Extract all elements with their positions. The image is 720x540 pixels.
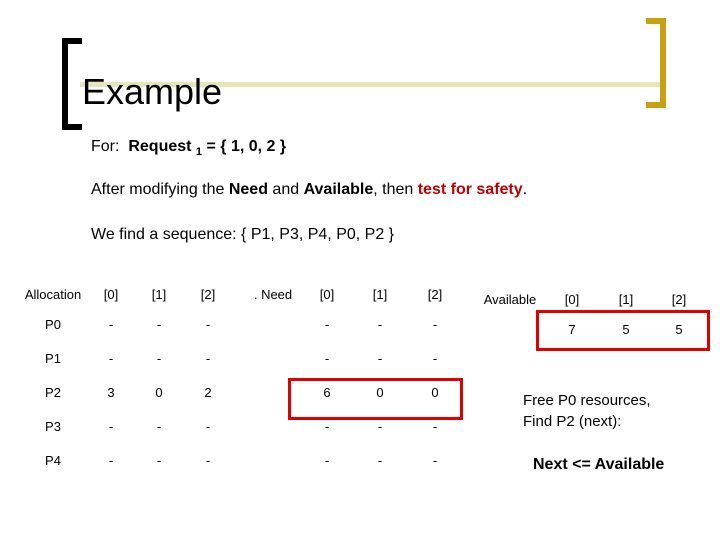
right-bracket [660,18,666,108]
allocation-row [20,341,234,375]
need-header-row [244,281,462,307]
table-cell: - [205,452,211,468]
process-label: P4 [45,452,61,468]
left-bracket-top [62,38,82,44]
table-cell: - [108,452,114,468]
request-line [91,137,286,162]
left-bracket-bottom [62,124,82,130]
table-cell: - [324,316,330,332]
available-header-cell: [1] [618,291,634,307]
table-cell: - [156,350,162,366]
need-row [244,443,462,477]
table-cell: - [324,452,330,468]
allocation-table [20,281,234,477]
table-cell: 5 [622,321,630,337]
table-cell: 0 [376,384,384,400]
table-cell: 0 [155,384,163,400]
allocation-header-cell: [2] [200,286,216,302]
note-next-le-available: Next <= Available [533,456,665,473]
allocation-header-cell: Allocation [24,286,82,302]
need-header-cell: [1] [372,286,388,302]
after-text-2: and [267,181,304,198]
need-header-cell: [2] [427,286,443,302]
available-header-cell: [0] [564,291,580,307]
after-line [91,180,527,200]
after-available: Available [303,181,374,198]
allocation-row [20,409,234,443]
available-header-cell: Available [483,291,537,307]
request-value: = { 1, 0, 2 } [206,138,287,155]
table-cell: - [205,350,211,366]
table-cell: - [324,350,330,366]
sequence-line: We find a sequence: { P1, P3, P4, P0, P2 } [91,226,395,243]
request-sub: 1 [195,146,203,159]
need-header-cell: [0] [319,286,335,302]
table-cell: - [377,350,383,366]
need-row [244,341,462,375]
need-header-cell: . Need [253,286,293,302]
after-text-3: , then [373,181,418,198]
allocation-row [20,375,234,409]
table-cell: - [377,418,383,434]
table-cell: - [324,418,330,434]
table-cell: - [432,350,438,366]
allocation-header-row [20,281,234,307]
allocation-row [20,307,234,341]
need-p2-highlight-box [288,378,463,420]
table-cell: - [108,316,114,332]
request-prefix: For: [91,138,120,155]
allocation-row [20,443,234,477]
available-header-cell: [2] [671,291,687,307]
allocation-header-cell: [1] [151,286,167,302]
available-highlight-box [536,310,710,351]
after-text-1: After modifying the [91,181,229,198]
table-cell [475,312,545,346]
table-cell: 0 [431,384,439,400]
need-row [244,307,462,341]
table-cell: 6 [323,384,331,400]
allocation-header-cell: [0] [103,286,119,302]
process-label: P0 [45,316,61,332]
after-test-safety: test for safety [417,181,523,198]
process-label: P1 [45,350,61,366]
left-bracket [62,38,68,130]
table-cell: - [432,316,438,332]
table-cell: - [205,316,211,332]
request-label: Request $_1$ = { 1, 0, 2 } [128,138,287,159]
table-cell [244,443,302,477]
table-cell: 5 [675,321,683,337]
table-cell: - [156,452,162,468]
table-cell: - [377,316,383,332]
table-cell: - [432,418,438,434]
note-free-resources: Free P0 resources, [523,392,651,409]
table-cell: 3 [107,384,115,400]
after-need: Need [228,181,268,198]
right-bracket-top [646,18,666,24]
available-header-row [475,286,705,312]
note-find-next: Find P2 (next): [523,413,622,430]
table-cell: - [108,418,114,434]
table-cell: - [432,452,438,468]
slide-title: Example [82,71,223,112]
process-label: P2 [45,384,61,400]
table-cell: - [108,350,114,366]
table-cell: - [156,316,162,332]
table-cell [244,307,302,341]
table-cell: - [156,418,162,434]
table-cell: 7 [568,321,576,337]
table-cell: - [205,418,211,434]
table-cell: - [377,452,383,468]
process-label: P3 [45,418,61,434]
table-cell [244,341,302,375]
table-cell: 2 [204,384,212,400]
right-bracket-bottom [646,102,666,108]
after-text-4: . [522,181,528,198]
